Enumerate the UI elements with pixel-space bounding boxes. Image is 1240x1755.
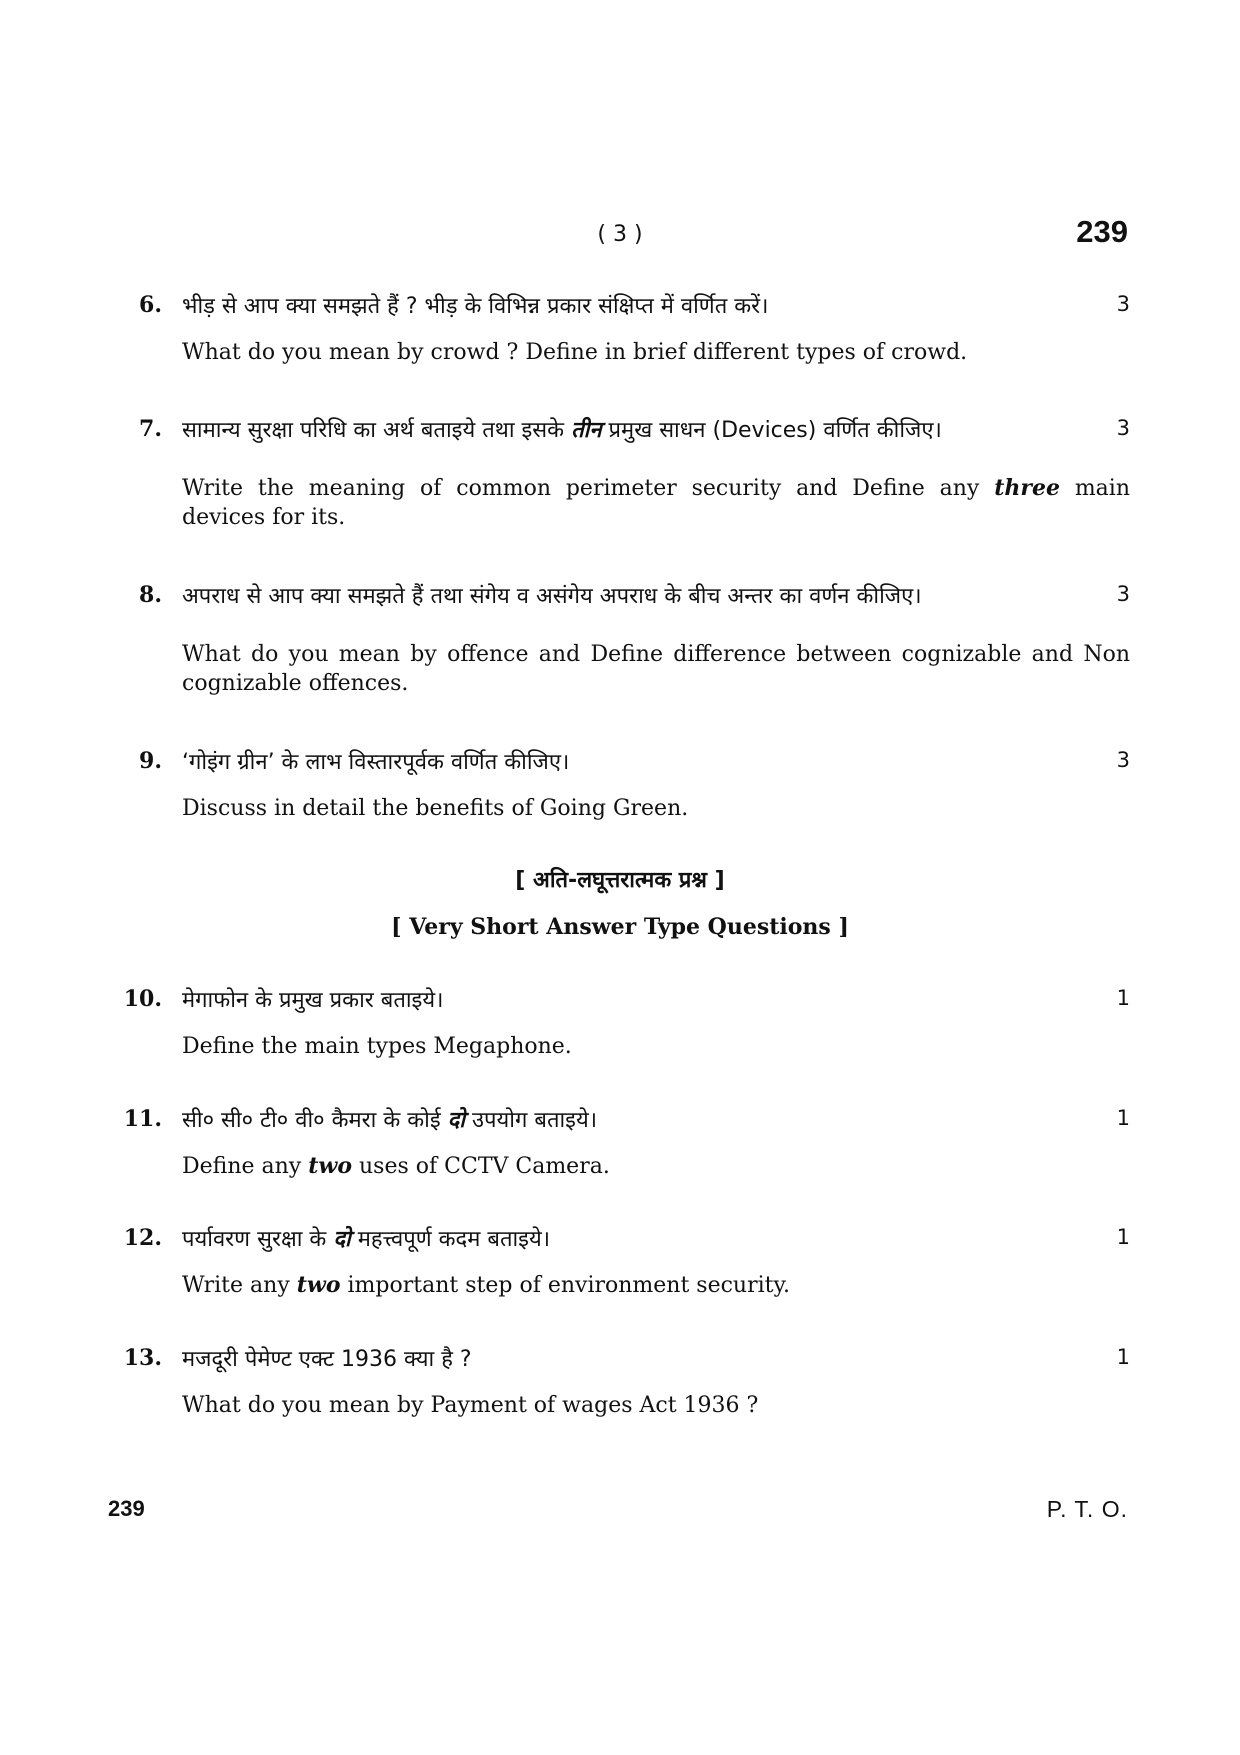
question-11 bbox=[120, 1100, 1130, 1181]
emphasis-word: two bbox=[308, 1153, 353, 1179]
question-10 bbox=[120, 980, 1130, 1061]
page-number: ( 3 ) bbox=[597, 222, 643, 247]
question-hindi: भीड़ से आप क्या समझते हैं ? भीड़ के विभिन्न प्रकार संक्षिप्त में वर्णित करें। bbox=[182, 294, 769, 319]
question-marks: 1 bbox=[1116, 1106, 1130, 1130]
question-number: 9. bbox=[139, 748, 162, 774]
question-hindi: मेगाफोन के प्रमुख प्रकार बताइये। bbox=[182, 988, 444, 1013]
question-english: Define the main types Megaphone. bbox=[182, 1034, 572, 1059]
question-english: Write any two important step of environment security. bbox=[182, 1272, 790, 1298]
question-number: 11. bbox=[123, 1106, 162, 1132]
question-marks: 3 bbox=[1116, 292, 1130, 316]
question-english: Define any two uses of CCTV Camera. bbox=[182, 1153, 610, 1179]
question-number: 10. bbox=[123, 986, 162, 1012]
question-13 bbox=[120, 1339, 1130, 1420]
question-marks: 1 bbox=[1116, 1225, 1130, 1249]
question-english: What do you mean by crowd ? Define in brief different types of crowd. bbox=[182, 340, 968, 365]
question-english: What do you mean by Payment of wages Act 1936 ? bbox=[182, 1393, 759, 1418]
question-english: Write the meaning of common perimeter security and Define any three main devices for its. bbox=[182, 475, 1130, 530]
section-heading-english: [ Very Short Answer Type Questions ] bbox=[391, 914, 849, 940]
question-english: What do you mean by offence and Define difference between cognizable and Non cognizable offences. bbox=[182, 642, 1130, 696]
question-marks: 3 bbox=[1116, 748, 1130, 772]
question-6 bbox=[120, 286, 1130, 367]
emphasis-word: दो bbox=[447, 1108, 465, 1133]
question-marks: 1 bbox=[1116, 986, 1130, 1010]
question-number: 7. bbox=[139, 416, 162, 442]
emphasis-word: three bbox=[994, 475, 1060, 501]
question-hindi: सामान्य सुरक्षा परिधि का अर्थ बताइये तथा इसके तीन प्रमुख साधन (Devices) वर्णित कीजिए। bbox=[182, 418, 942, 443]
question-marks: 1 bbox=[1116, 1345, 1130, 1369]
question-number: 12. bbox=[123, 1225, 162, 1251]
question-english: Discuss in detail the benefits of Going Green. bbox=[182, 796, 689, 821]
question-8 bbox=[120, 576, 1130, 698]
question-number: 6. bbox=[139, 292, 162, 318]
question-7 bbox=[120, 410, 1130, 532]
emphasis-word: दो bbox=[333, 1227, 351, 1252]
emphasis-word: two bbox=[296, 1272, 341, 1298]
question-number: 13. bbox=[123, 1345, 162, 1371]
question-hindi: पर्यावरण सुरक्षा के दो महत्त्वपूर्ण कदम बताइये। bbox=[182, 1227, 551, 1252]
question-number: 8. bbox=[139, 582, 162, 608]
paper-code-footer: 239 bbox=[108, 1496, 145, 1521]
please-turn-over: P. T. O. bbox=[1046, 1496, 1128, 1522]
section-heading-hindi: [ अति-लघूत्तरात्मक प्रश्न ] bbox=[515, 868, 725, 893]
question-hindi: ‘गोइंग ग्रीन’ के लाभ विस्तारपूर्वक वर्णित कीजिए। bbox=[182, 750, 570, 775]
emphasis-word: तीन bbox=[571, 418, 602, 443]
question-hindi: अपराध से आप क्या समझते हैं तथा संगेय व असंगेय अपराध के बीच अन्तर का वर्णन कीजिए। bbox=[182, 584, 922, 609]
question-marks: 3 bbox=[1116, 416, 1130, 440]
question-hindi: मजदूरी पेमेण्ट एक्ट 1936 क्या है ? bbox=[182, 1347, 472, 1372]
question-12 bbox=[120, 1219, 1130, 1300]
question-marks: 3 bbox=[1116, 582, 1130, 606]
paper-code-header: 239 bbox=[1076, 214, 1128, 249]
question-hindi: सी० सी० टी० वी० कैमरा के कोई दो उपयोग बताइये। bbox=[182, 1108, 598, 1133]
question-9 bbox=[120, 742, 1130, 823]
